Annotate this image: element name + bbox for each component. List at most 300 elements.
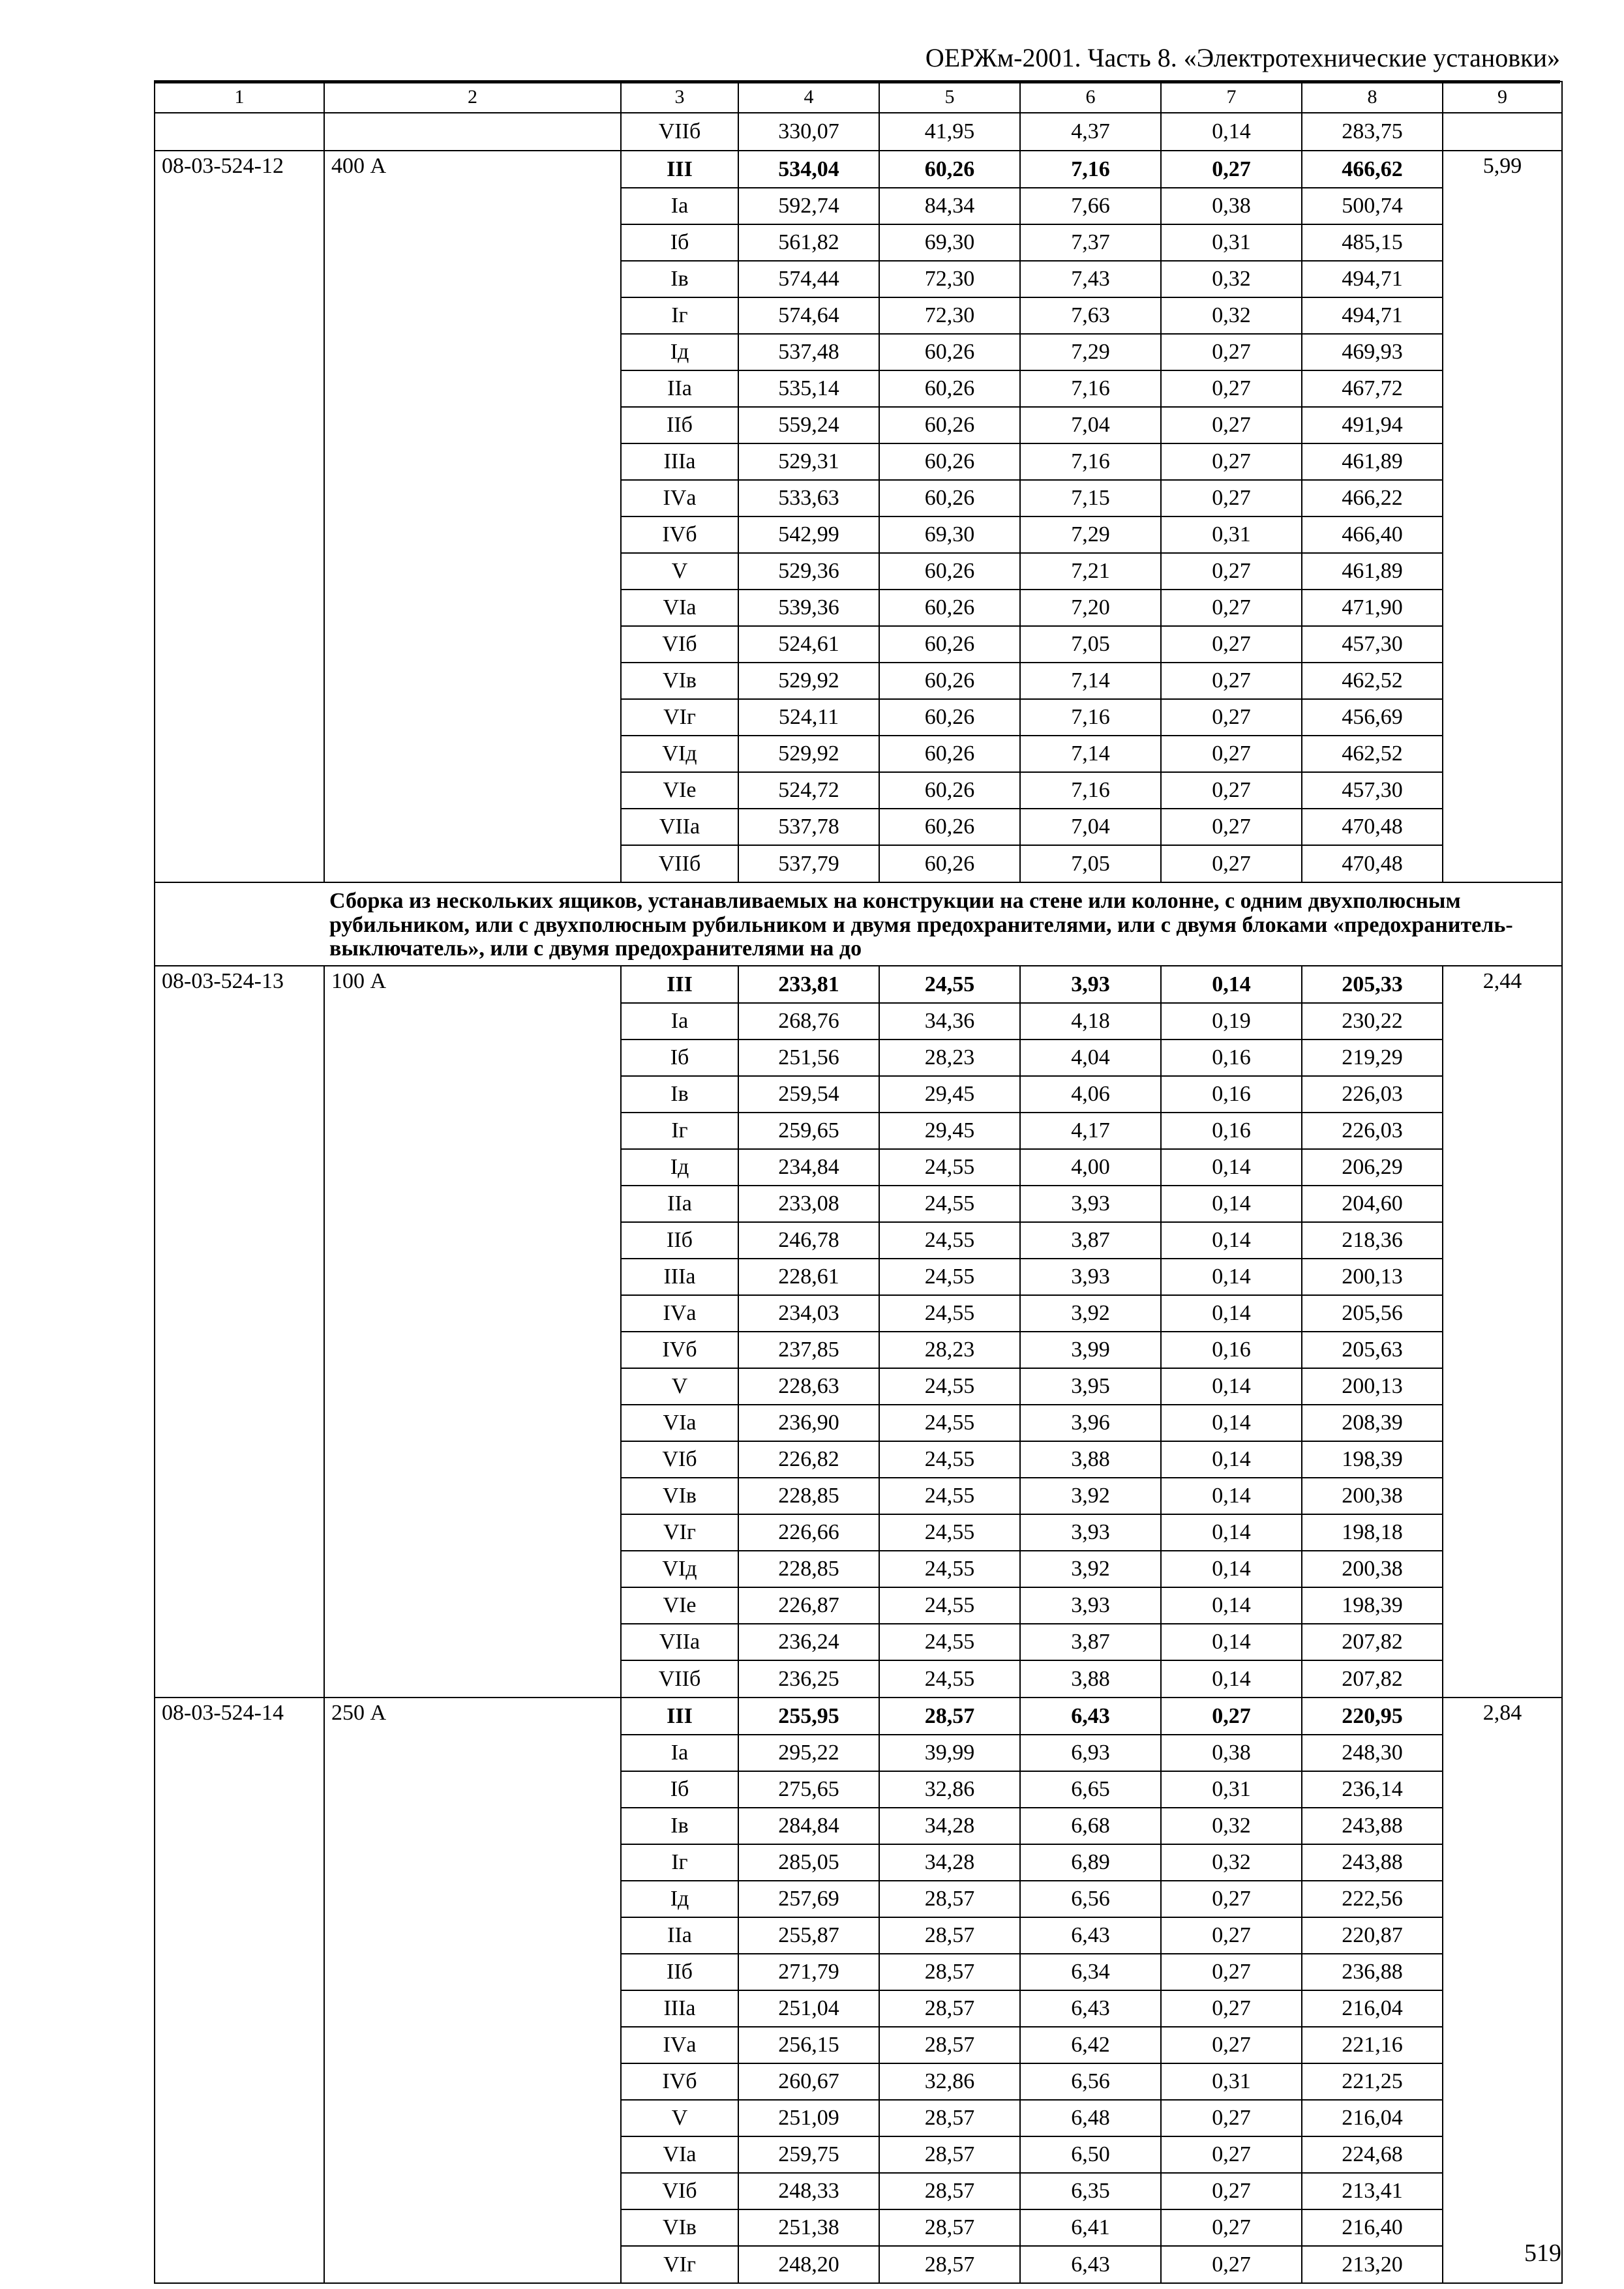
machine-cost: 6,34	[1020, 1954, 1161, 1990]
item-code-empty	[155, 699, 324, 736]
wages: 60,26	[879, 443, 1020, 480]
material-cost: 216,04	[1302, 2100, 1443, 2136]
region-code: Iв	[621, 1808, 738, 1844]
machine-cost: 6,42	[1020, 2027, 1161, 2063]
driver-wages: 0,14	[1161, 113, 1302, 151]
driver-wages: 0,27	[1161, 772, 1302, 809]
item-name-empty	[324, 772, 621, 809]
machine-cost: 7,05	[1020, 845, 1161, 882]
item-name-empty	[324, 809, 621, 845]
region-code: VIа	[621, 2136, 738, 2173]
table-row	[155, 2246, 1562, 2283]
region-code: VIа	[621, 590, 738, 626]
item-name-empty	[324, 516, 621, 553]
item-code-empty	[155, 224, 324, 261]
wages: 60,26	[879, 736, 1020, 772]
column-number-8: 8	[1302, 82, 1443, 113]
material-cost: 216,04	[1302, 1990, 1443, 2027]
table-row	[155, 1735, 1562, 1771]
total-cost: 559,24	[738, 407, 879, 443]
driver-wages: 0,14	[1161, 1259, 1302, 1295]
total-cost: 533,63	[738, 480, 879, 516]
item-name-empty	[324, 334, 621, 370]
coefficient-empty	[1443, 370, 1562, 407]
region-code: IIа	[621, 1186, 738, 1222]
table-row	[155, 1551, 1562, 1587]
table-row	[155, 1332, 1562, 1368]
item-code-empty	[155, 2063, 324, 2100]
wages: 60,26	[879, 845, 1020, 882]
machine-cost: 3,93	[1020, 1514, 1161, 1551]
item-code-empty	[155, 2027, 324, 2063]
table-row	[155, 1771, 1562, 1808]
coefficient-empty	[1443, 261, 1562, 297]
material-cost: 218,36	[1302, 1222, 1443, 1259]
wages: 60,26	[879, 370, 1020, 407]
machine-cost: 3,93	[1020, 966, 1161, 1003]
total-cost: 228,85	[738, 1551, 879, 1587]
material-cost: 205,33	[1302, 966, 1443, 1003]
machine-cost: 3,87	[1020, 1624, 1161, 1660]
region-code: VIб	[621, 1441, 738, 1478]
region-code: IVб	[621, 516, 738, 553]
region-code: IVа	[621, 1295, 738, 1332]
driver-wages: 0,14	[1161, 1478, 1302, 1514]
item-code-empty	[155, 1113, 324, 1149]
table-row	[155, 809, 1562, 845]
machine-cost: 7,04	[1020, 809, 1161, 845]
region-code: IVа	[621, 480, 738, 516]
region-code: IIIа	[621, 1990, 738, 2027]
wages: 24,55	[879, 1186, 1020, 1222]
driver-wages: 0,14	[1161, 1295, 1302, 1332]
region-code: VIе	[621, 1587, 738, 1624]
machine-cost: 3,93	[1020, 1587, 1161, 1624]
wages: 28,57	[879, 1954, 1020, 1990]
material-cost: 236,14	[1302, 1771, 1443, 1808]
total-cost: 529,31	[738, 443, 879, 480]
table-row	[155, 699, 1562, 736]
total-cost: 255,87	[738, 1917, 879, 1954]
item-name-empty	[324, 1514, 621, 1551]
region-code: Iб	[621, 1771, 738, 1808]
material-cost: 466,22	[1302, 480, 1443, 516]
driver-wages: 0,27	[1161, 334, 1302, 370]
region-code: VIIб	[621, 1660, 738, 1698]
item-name: 250 А	[324, 1698, 621, 1735]
material-cost: 470,48	[1302, 845, 1443, 882]
price-table	[154, 81, 1563, 2284]
driver-wages: 0,16	[1161, 1040, 1302, 1076]
wages: 60,26	[879, 772, 1020, 809]
total-cost: 275,65	[738, 1771, 879, 1808]
material-cost: 230,22	[1302, 1003, 1443, 1040]
wages: 29,45	[879, 1076, 1020, 1113]
item-name-empty	[324, 2136, 621, 2173]
table-row	[155, 2027, 1562, 2063]
item-name-empty	[324, 1441, 621, 1478]
coefficient-empty	[1443, 188, 1562, 224]
table-row	[155, 2063, 1562, 2100]
table-row	[155, 1698, 1562, 1735]
machine-cost: 7,16	[1020, 370, 1161, 407]
coefficient-empty	[1443, 2027, 1562, 2063]
driver-wages: 0,16	[1161, 1076, 1302, 1113]
coefficient-empty	[1443, 407, 1562, 443]
item-code	[155, 113, 324, 151]
material-cost: 491,94	[1302, 407, 1443, 443]
table-row	[155, 1660, 1562, 1698]
total-cost: 255,95	[738, 1698, 879, 1735]
item-name-empty	[324, 1040, 621, 1076]
driver-wages: 0,27	[1161, 2100, 1302, 2136]
item-code: 08-03-524-14	[155, 1698, 324, 1735]
item-code-empty	[155, 2246, 324, 2283]
wages: 24,55	[879, 1222, 1020, 1259]
region-code: VIд	[621, 736, 738, 772]
coefficient-empty	[1443, 1808, 1562, 1844]
machine-cost: 7,16	[1020, 699, 1161, 736]
machine-cost: 3,92	[1020, 1551, 1161, 1587]
machine-cost: 6,50	[1020, 2136, 1161, 2173]
item-code-empty	[155, 1441, 324, 1478]
material-cost: 500,74	[1302, 188, 1443, 224]
item-name: 400 А	[324, 151, 621, 188]
material-cost: 206,29	[1302, 1149, 1443, 1186]
coefficient-empty	[1443, 1040, 1562, 1076]
material-cost: 213,41	[1302, 2173, 1443, 2209]
item-code-empty	[155, 1954, 324, 1990]
coefficient-empty	[1443, 1113, 1562, 1149]
wages: 28,57	[879, 2246, 1020, 2283]
wages: 60,26	[879, 663, 1020, 699]
material-cost: 222,56	[1302, 1881, 1443, 1917]
coefficient-empty	[1443, 297, 1562, 334]
item-name-empty	[324, 553, 621, 590]
driver-wages: 0,38	[1161, 1735, 1302, 1771]
total-cost: 284,84	[738, 1808, 879, 1844]
coefficient-empty	[1443, 699, 1562, 736]
table-row	[155, 1186, 1562, 1222]
total-cost: 234,84	[738, 1149, 879, 1186]
item-code-empty	[155, 1478, 324, 1514]
driver-wages: 0,38	[1161, 188, 1302, 224]
material-cost: 471,90	[1302, 590, 1443, 626]
coefficient-empty	[1443, 1844, 1562, 1881]
item-code-empty	[155, 809, 324, 845]
coefficient-empty	[1443, 1295, 1562, 1332]
region-code: III	[621, 1698, 738, 1735]
table-row	[155, 480, 1562, 516]
item-name-empty	[324, 1881, 621, 1917]
region-code: VIе	[621, 772, 738, 809]
coefficient-empty	[1443, 1441, 1562, 1478]
table-row	[155, 2100, 1562, 2136]
region-code: III	[621, 966, 738, 1003]
machine-cost: 3,93	[1020, 1259, 1161, 1295]
material-cost: 466,40	[1302, 516, 1443, 553]
item-name-empty	[324, 1003, 621, 1040]
wages: 60,26	[879, 334, 1020, 370]
total-cost: 248,20	[738, 2246, 879, 2283]
driver-wages: 0,27	[1161, 2246, 1302, 2283]
item-name-empty	[324, 2100, 621, 2136]
column-number-6: 6	[1020, 82, 1161, 113]
driver-wages: 0,32	[1161, 261, 1302, 297]
wages: 28,57	[879, 1990, 1020, 2027]
item-name-empty	[324, 297, 621, 334]
machine-cost: 7,15	[1020, 480, 1161, 516]
driver-wages: 0,14	[1161, 1441, 1302, 1478]
driver-wages: 0,31	[1161, 224, 1302, 261]
machine-cost: 4,04	[1020, 1040, 1161, 1076]
table-row	[155, 1808, 1562, 1844]
material-cost: 467,72	[1302, 370, 1443, 407]
machine-cost: 6,65	[1020, 1771, 1161, 1808]
region-code: Iв	[621, 1076, 738, 1113]
machine-cost: 3,93	[1020, 1186, 1161, 1222]
table-row	[155, 1624, 1562, 1660]
item-name-empty	[324, 261, 621, 297]
machine-cost: 7,14	[1020, 736, 1161, 772]
material-cost: 470,48	[1302, 809, 1443, 845]
machine-cost: 6,43	[1020, 1698, 1161, 1735]
region-code: IIб	[621, 407, 738, 443]
item-code-empty	[155, 1771, 324, 1808]
item-code-empty	[155, 516, 324, 553]
region-code: VIIб	[621, 113, 738, 151]
wages: 24,55	[879, 1660, 1020, 1698]
column-number-9: 9	[1443, 82, 1562, 113]
driver-wages: 0,16	[1161, 1332, 1302, 1368]
item-name-empty	[324, 663, 621, 699]
driver-wages: 0,14	[1161, 1368, 1302, 1405]
region-code: VIIа	[621, 809, 738, 845]
driver-wages: 0,27	[1161, 370, 1302, 407]
machine-cost: 7,21	[1020, 553, 1161, 590]
item-name-empty	[324, 407, 621, 443]
region-code: VIг	[621, 2246, 738, 2283]
coefficient-empty	[1443, 1332, 1562, 1368]
material-cost: 207,82	[1302, 1660, 1443, 1698]
column-number-1: 1	[155, 82, 324, 113]
coefficient-empty	[1443, 663, 1562, 699]
machine-cost: 6,43	[1020, 1917, 1161, 1954]
driver-wages: 0,14	[1161, 1222, 1302, 1259]
driver-wages: 0,27	[1161, 845, 1302, 882]
total-cost: 259,65	[738, 1113, 879, 1149]
coefficient-empty	[1443, 1368, 1562, 1405]
wages: 34,28	[879, 1808, 1020, 1844]
total-cost: 529,92	[738, 663, 879, 699]
item-name-empty	[324, 480, 621, 516]
coefficient-empty	[1443, 772, 1562, 809]
driver-wages: 0,27	[1161, 151, 1302, 188]
total-cost: 537,79	[738, 845, 879, 882]
material-cost: 204,60	[1302, 1186, 1443, 1222]
item-name-empty	[324, 1113, 621, 1149]
item-name-empty	[324, 1844, 621, 1881]
coefficient-empty	[1443, 334, 1562, 370]
total-cost: 529,36	[738, 553, 879, 590]
material-cost: 213,20	[1302, 2246, 1443, 2283]
machine-cost: 3,92	[1020, 1478, 1161, 1514]
table-row	[155, 2209, 1562, 2246]
total-cost: 233,81	[738, 966, 879, 1003]
table-row	[155, 553, 1562, 590]
material-cost: 226,03	[1302, 1076, 1443, 1113]
wages: 28,57	[879, 2173, 1020, 2209]
wages: 24,55	[879, 1441, 1020, 1478]
driver-wages: 0,27	[1161, 480, 1302, 516]
item-name-empty	[324, 1149, 621, 1186]
table-row	[155, 297, 1562, 334]
table-row	[155, 1076, 1562, 1113]
coefficient-empty	[1443, 626, 1562, 663]
table-row	[155, 845, 1562, 882]
material-cost: 207,82	[1302, 1624, 1443, 1660]
region-code: VIг	[621, 699, 738, 736]
item-name-empty	[324, 1990, 621, 2027]
item-code-empty	[155, 1808, 324, 1844]
material-cost: 216,40	[1302, 2209, 1443, 2246]
column-number-7: 7	[1161, 82, 1302, 113]
wages: 24,55	[879, 1478, 1020, 1514]
wages: 28,57	[879, 2100, 1020, 2136]
machine-cost: 7,16	[1020, 443, 1161, 480]
item-name-empty	[324, 2027, 621, 2063]
coefficient-empty	[1443, 1222, 1562, 1259]
total-cost: 236,90	[738, 1405, 879, 1441]
total-cost: 529,92	[738, 736, 879, 772]
region-code: IIб	[621, 1954, 738, 1990]
column-number-3: 3	[621, 82, 738, 113]
item-code-empty	[155, 1149, 324, 1186]
total-cost: 542,99	[738, 516, 879, 553]
table-row	[155, 1295, 1562, 1332]
item-code-empty	[155, 1076, 324, 1113]
driver-wages: 0,27	[1161, 443, 1302, 480]
material-cost: 219,29	[1302, 1040, 1443, 1076]
region-code: VIд	[621, 1551, 738, 1587]
item-code-empty	[155, 480, 324, 516]
column-number-2: 2	[324, 82, 621, 113]
wages: 24,55	[879, 1587, 1020, 1624]
machine-cost: 6,68	[1020, 1808, 1161, 1844]
driver-wages: 0,31	[1161, 2063, 1302, 2100]
item-name-empty	[324, 1771, 621, 1808]
wages: 60,26	[879, 626, 1020, 663]
item-name-empty	[324, 1660, 621, 1698]
machine-cost: 3,99	[1020, 1332, 1161, 1368]
item-code-empty	[155, 1040, 324, 1076]
region-code: IIIа	[621, 443, 738, 480]
item-code-empty	[155, 2100, 324, 2136]
total-cost: 268,76	[738, 1003, 879, 1040]
table-row	[155, 663, 1562, 699]
coefficient-empty	[1443, 443, 1562, 480]
machine-cost: 7,37	[1020, 224, 1161, 261]
table-row	[155, 1259, 1562, 1295]
wages: 28,57	[879, 1881, 1020, 1917]
item-code: 08-03-524-12	[155, 151, 324, 188]
total-cost: 574,44	[738, 261, 879, 297]
item-code-empty	[155, 334, 324, 370]
wages: 69,30	[879, 516, 1020, 553]
item-code-empty	[155, 1332, 324, 1368]
coefficient-empty	[1443, 1954, 1562, 1990]
wages: 24,55	[879, 1149, 1020, 1186]
total-cost: 259,75	[738, 2136, 879, 2173]
material-cost: 220,87	[1302, 1917, 1443, 1954]
page-number: 519	[1524, 2239, 1561, 2267]
machine-cost: 6,48	[1020, 2100, 1161, 2136]
coefficient	[1443, 113, 1562, 151]
coefficient-empty	[1443, 1735, 1562, 1771]
machine-cost: 7,66	[1020, 188, 1161, 224]
item-code-empty	[155, 1514, 324, 1551]
driver-wages: 0,27	[1161, 736, 1302, 772]
region-code: VIIб	[621, 845, 738, 882]
coefficient-empty	[1443, 1771, 1562, 1808]
item-name-empty	[324, 1735, 621, 1771]
table-row	[155, 113, 1562, 151]
item-code-empty	[155, 2209, 324, 2246]
total-cost: 295,22	[738, 1735, 879, 1771]
wages: 29,45	[879, 1113, 1020, 1149]
driver-wages: 0,27	[1161, 590, 1302, 626]
driver-wages: 0,14	[1161, 1587, 1302, 1624]
total-cost: 574,64	[738, 297, 879, 334]
item-code-empty	[155, 1222, 324, 1259]
total-cost: 524,11	[738, 699, 879, 736]
item-code-empty	[155, 590, 324, 626]
driver-wages: 0,31	[1161, 1771, 1302, 1808]
item-code: 08-03-524-13	[155, 966, 324, 1003]
material-cost: 205,63	[1302, 1332, 1443, 1368]
column-number-5: 5	[879, 82, 1020, 113]
wages: 28,57	[879, 2027, 1020, 2063]
driver-wages: 0,27	[1161, 2027, 1302, 2063]
region-code: Iб	[621, 224, 738, 261]
total-cost: 246,78	[738, 1222, 879, 1259]
wages: 24,55	[879, 966, 1020, 1003]
coefficient: 2,44	[1443, 966, 1562, 1003]
region-code: V	[621, 1368, 738, 1405]
machine-cost: 7,05	[1020, 626, 1161, 663]
coefficient-empty	[1443, 590, 1562, 626]
region-code: VIа	[621, 1405, 738, 1441]
total-cost: 226,82	[738, 1441, 879, 1478]
table-row	[155, 1113, 1562, 1149]
total-cost: 534,04	[738, 151, 879, 188]
material-cost: 221,16	[1302, 2027, 1443, 2063]
wages: 28,57	[879, 2136, 1020, 2173]
total-cost: 248,33	[738, 2173, 879, 2209]
machine-cost: 7,20	[1020, 590, 1161, 626]
driver-wages: 0,27	[1161, 553, 1302, 590]
coefficient-empty	[1443, 516, 1562, 553]
driver-wages: 0,14	[1161, 1514, 1302, 1551]
item-name-empty	[324, 443, 621, 480]
item-name-empty	[324, 590, 621, 626]
item-code-empty	[155, 443, 324, 480]
table-row	[155, 1368, 1562, 1405]
coefficient-empty	[1443, 1917, 1562, 1954]
item-code-empty	[155, 1405, 324, 1441]
item-name-empty	[324, 1259, 621, 1295]
table-row	[155, 370, 1562, 407]
